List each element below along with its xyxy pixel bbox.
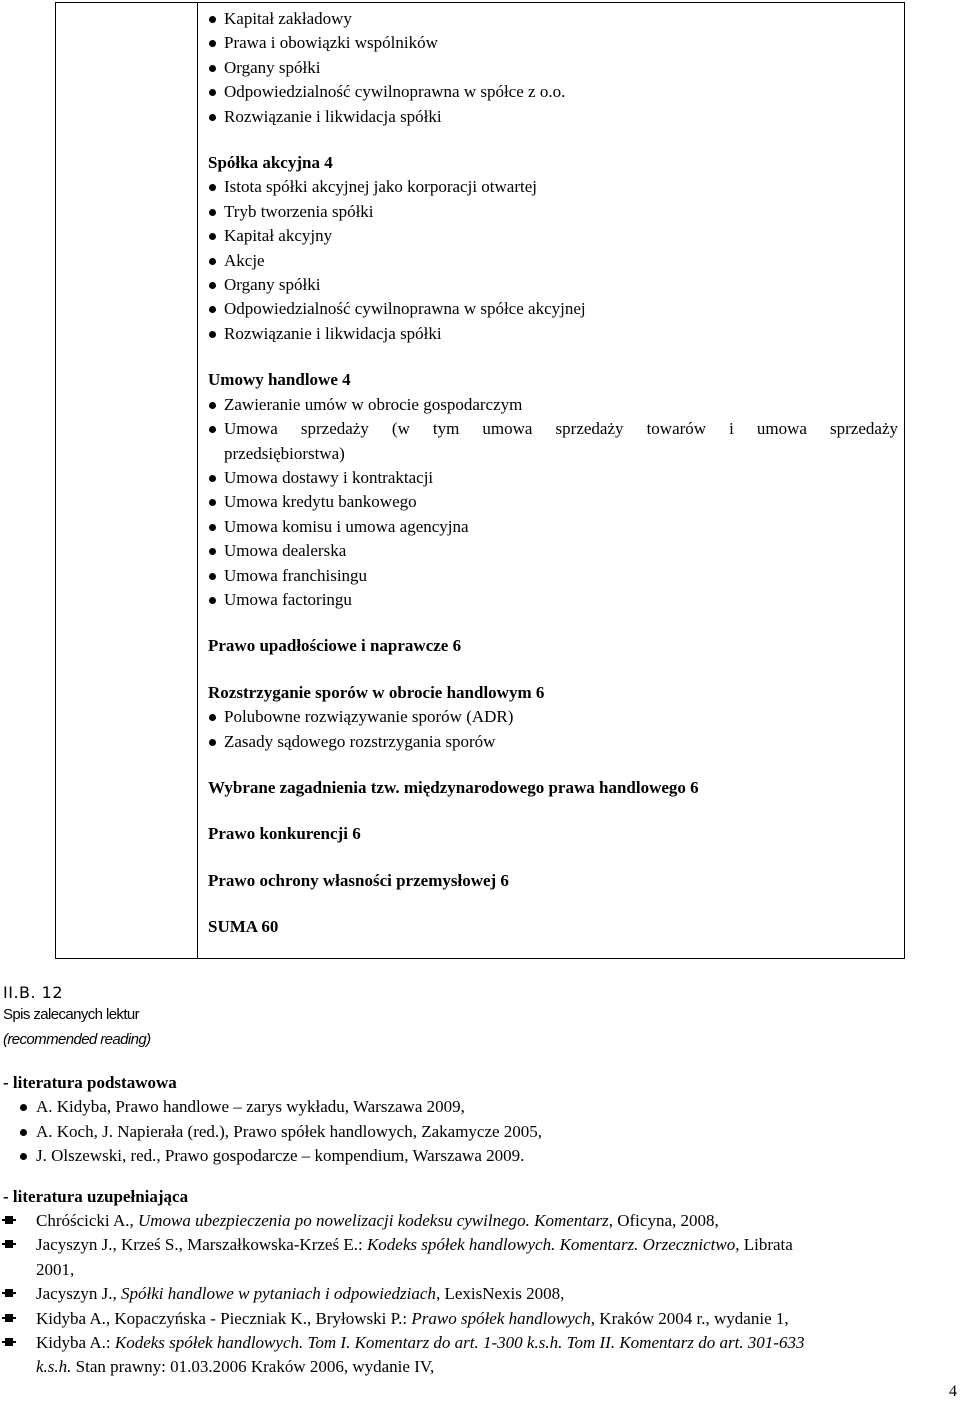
publication-info: Stan prawny: 01.03.2006 Kraków 2006, wydanie IV, <box>71 1357 435 1377</box>
section-heading: Rozstrzyganie sporów w obrocie handlowym 6 <box>208 682 545 702</box>
publication-info: , LexisNexis 2008, <box>435 1284 565 1304</box>
section-heading: Prawo konkurencji 6 <box>208 824 361 844</box>
author-text: Chróścicki A., <box>36 1211 138 1231</box>
list-item <box>0 1331 958 1380</box>
reading-title: Spis zalecanych lektur <box>3 1006 140 1023</box>
supplementary-literature-heading: - literatura uzupełniająca <box>3 1186 189 1206</box>
list-item: Organy spółki <box>208 56 898 80</box>
list-item: Kapitał akcyjny <box>208 224 898 248</box>
list-item: A. Koch, J. Napierała (red.), Prawo spółek handlowych, Zakamycze 2005, <box>0 1120 960 1144</box>
list-item: Akcje <box>208 249 898 273</box>
list-llc-topics <box>208 7 898 129</box>
list-item-line: przedsiębiorstwa) <box>224 443 345 463</box>
list-item: Zasady sądowego rozstrzygania sporów <box>208 730 898 754</box>
syllabus-table <box>55 2 905 959</box>
reading-subtitle: (recommended reading) <box>3 1031 151 1048</box>
publication-info: 2001, <box>36 1259 75 1279</box>
list-item: Umowa dostawy i kontraktacji <box>208 466 898 490</box>
page-number: 4 <box>949 1383 957 1400</box>
book-title: Spółki handlowe w pytaniach i odpowiedziach <box>120 1284 436 1304</box>
list-joint-stock-topics <box>208 175 898 346</box>
list-item <box>0 1282 958 1306</box>
list-item: Odpowiedzialność cywilnoprawna w spółce akcyjnej <box>208 297 898 321</box>
section-heading: Spółka akcyjna 4 <box>208 153 333 173</box>
list-item: Polubowne rozwiązywanie sporów (ADR) <box>208 705 898 729</box>
list-item: Odpowiedzialność cywilnoprawna w spółce z o.o. <box>208 80 898 104</box>
supplementary-literature-list <box>0 1209 958 1380</box>
list-item: Umowa franchisingu <box>208 564 898 588</box>
list-item: J. Olszewski, red., Prawo gospodarcze – kompendium, Warszawa 2009. <box>0 1144 960 1168</box>
list-commercial-contracts <box>208 393 898 613</box>
publication-info: , Kraków 2004 r., wydanie 1, <box>590 1308 789 1328</box>
author-text: Jacyszyn J., <box>36 1284 121 1304</box>
reading-section <box>0 983 960 1380</box>
list-item <box>0 1307 958 1331</box>
list-item: Kapitał zakładowy <box>208 7 898 31</box>
publication-info: , Oficyna, 2008, <box>608 1211 719 1231</box>
table-content-cell <box>208 7 898 940</box>
book-title: k.s.h. <box>36 1357 72 1377</box>
section-heading: Prawo ochrony własności przemysłowej 6 <box>208 870 509 890</box>
book-title: Umowa ubezpieczenia po nowelizacji kodeksu cywilnego. Komentarz <box>138 1211 609 1231</box>
list-item: Organy spółki <box>208 273 898 297</box>
section-heading: Wybrane zagadnienia tzw. międzynarodowego prawa handlowego 6 <box>208 777 699 797</box>
section-code: II.B. 12 <box>3 983 64 1002</box>
author-text: Kidyba A.: <box>36 1333 115 1353</box>
list-item: Rozwiązanie i likwidacja spółki <box>208 322 898 346</box>
list-item: A. Kidyba, Prawo handlowe – zarys wykładu, Warszawa 2009, <box>0 1095 960 1119</box>
author-text: Kidyba A., Kopaczyńska - Pieczniak K., Bryłowski P.: <box>36 1308 412 1328</box>
basic-literature-heading: - literatura podstawowa <box>3 1073 177 1092</box>
list-item: Umowa factoringu <box>208 588 898 612</box>
table-column-divider <box>197 3 198 958</box>
section-heading: Umowy handlowe 4 <box>208 370 351 390</box>
list-item: Rozwiązanie i likwidacja spółki <box>208 105 898 129</box>
basic-literature-list <box>0 1095 960 1168</box>
list-item <box>208 417 898 466</box>
list-item: Umowa kredytu bankowego <box>208 490 898 514</box>
list-item: Prawa i obowiązki wspólników <box>208 31 898 55</box>
section-heading: Prawo upadłościowe i naprawcze 6 <box>208 636 462 656</box>
author-text: Jacyszyn J., Krześ S., Marszałkowska-Krześ E.: <box>36 1235 367 1255</box>
list-item <box>0 1233 958 1282</box>
publication-info: , Librata <box>735 1235 793 1255</box>
list-item: Umowa komisu i umowa agencyjna <box>208 515 898 539</box>
list-dispute-resolution <box>208 705 898 754</box>
total-hours: SUMA 60 <box>208 917 279 937</box>
list-item <box>0 1209 958 1233</box>
list-item: Umowa dealerska <box>208 539 898 563</box>
list-item: Tryb tworzenia spółki <box>208 200 898 224</box>
list-item: Istota spółki akcyjnej jako korporacji otwartej <box>208 175 898 199</box>
list-item-line: Umowa sprzedaży (w tym umowa sprzedaży towarów i umowa sprzedaży <box>224 419 898 439</box>
book-title: Kodeks spółek handlowych. Komentarz. Orzecznictwo <box>366 1235 736 1255</box>
book-title: Kodeks spółek handlowych. Tom I. Komentarz do art. 1-300 k.s.h. Tom II. Komentarz do art. 301-633 <box>114 1333 805 1353</box>
book-title: Prawo spółek handlowych <box>411 1308 591 1328</box>
list-item: Zawieranie umów w obrocie gospodarczym <box>208 393 898 417</box>
